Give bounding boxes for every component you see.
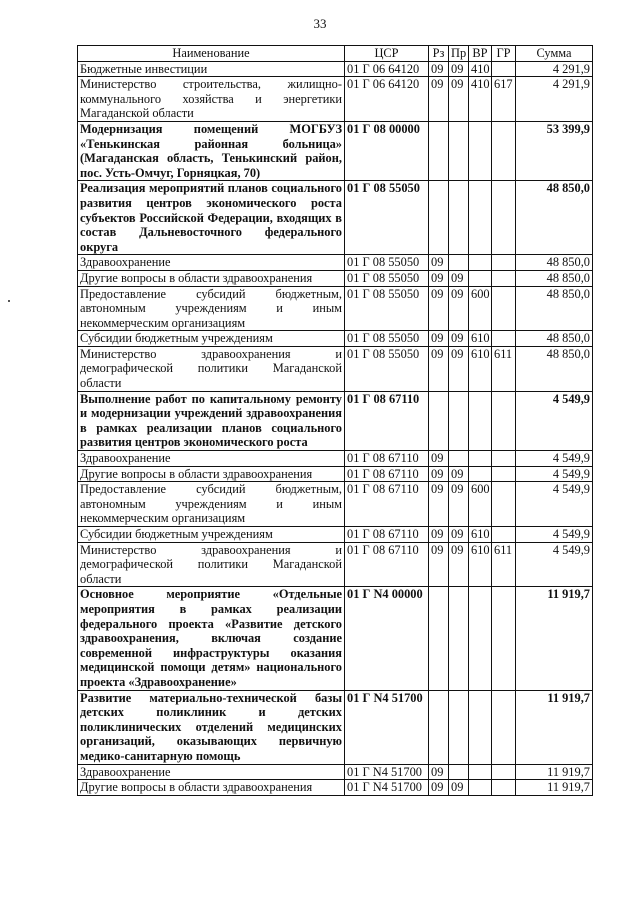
row-vr: 410: [469, 61, 492, 77]
col-header-name: Наименование: [78, 46, 345, 62]
row-name: Модернизация помещений МОГБУЗ «Тенькинская районная больница» (Магаданская область, Тенькинский район, пос. Усть-Омчуг, Горняцкая, 70): [78, 121, 345, 180]
col-header-pr: Пр: [449, 46, 469, 62]
row-rz: 09: [429, 527, 449, 543]
row-pr: [449, 121, 469, 180]
table-row: [78, 270, 593, 286]
row-name: Здравоохранение: [78, 451, 345, 467]
row-sum: 4 549,9: [516, 451, 593, 467]
row-pr: 09: [449, 542, 469, 587]
row-gr: 611: [492, 542, 516, 587]
table-row: [78, 286, 593, 331]
row-csr: 01 Г 06 64120: [345, 77, 429, 122]
row-gr: [492, 391, 516, 450]
row-name: Министерство здравоохранения и демографической политики Магаданской области: [78, 542, 345, 587]
row-rz: 09: [429, 542, 449, 587]
row-sum: 53 399,9: [516, 121, 593, 180]
row-csr: 01 Г N4 51700: [345, 690, 429, 764]
budget-table: [77, 45, 593, 796]
row-vr: [469, 391, 492, 450]
row-csr: 01 Г 08 55050: [345, 346, 429, 391]
row-vr: [469, 255, 492, 271]
row-vr: 610: [469, 542, 492, 587]
row-gr: [492, 61, 516, 77]
row-gr: [492, 466, 516, 482]
row-sum: 4 291,9: [516, 77, 593, 122]
row-pr: 09: [449, 780, 469, 796]
row-name: Другие вопросы в области здравоохранения: [78, 270, 345, 286]
col-header-vr: ВР: [469, 46, 492, 62]
row-rz: 09: [429, 61, 449, 77]
row-sum: 4 549,9: [516, 391, 593, 450]
row-gr: [492, 121, 516, 180]
row-csr: 01 Г 08 67110: [345, 542, 429, 587]
row-rz: 09: [429, 346, 449, 391]
row-csr: 01 Г N4 51700: [345, 764, 429, 780]
row-rz: 09: [429, 270, 449, 286]
page-number: 33: [313, 16, 327, 31]
row-vr: [469, 181, 492, 255]
col-header-sum: Сумма: [516, 46, 593, 62]
table-row: [78, 482, 593, 527]
row-name: Бюджетные инвестиции: [78, 61, 345, 77]
row-pr: 09: [449, 482, 469, 527]
row-vr: [469, 270, 492, 286]
table-row: [78, 181, 593, 255]
row-pr: [449, 587, 469, 690]
row-name: Предоставление субсидий бюджетным, автономным учреждениям и иным некоммерческим организациям: [78, 482, 345, 527]
row-gr: [492, 780, 516, 796]
row-csr: 01 Г N4 00000: [345, 587, 429, 690]
row-rz: 09: [429, 482, 449, 527]
row-pr: 09: [449, 286, 469, 331]
row-pr: [449, 690, 469, 764]
row-gr: [492, 451, 516, 467]
row-csr: 01 Г 08 00000: [345, 121, 429, 180]
row-rz: 09: [429, 451, 449, 467]
row-vr: [469, 780, 492, 796]
table-row: [78, 121, 593, 180]
row-pr: 09: [449, 527, 469, 543]
scan-speck: [8, 300, 10, 302]
row-rz: [429, 391, 449, 450]
row-rz: 09: [429, 255, 449, 271]
row-vr: 600: [469, 482, 492, 527]
row-rz: [429, 181, 449, 255]
row-sum: 48 850,0: [516, 255, 593, 271]
row-name: Другие вопросы в области здравоохранения: [78, 466, 345, 482]
row-sum: 4 549,9: [516, 482, 593, 527]
row-rz: 09: [429, 466, 449, 482]
table-row: [78, 527, 593, 543]
row-name: Другие вопросы в области здравоохранения: [78, 780, 345, 796]
table-row: [78, 451, 593, 467]
table-row: [78, 61, 593, 77]
row-name: Здравоохранение: [78, 255, 345, 271]
table-row: [78, 780, 593, 796]
row-vr: 610: [469, 346, 492, 391]
row-rz: 09: [429, 764, 449, 780]
row-rz: 09: [429, 780, 449, 796]
row-vr: 610: [469, 331, 492, 347]
row-gr: [492, 181, 516, 255]
table-row: [78, 542, 593, 587]
table-row: [78, 587, 593, 690]
row-gr: [492, 286, 516, 331]
row-name: Развитие материально-технической базы детских поликлиник и детских поликлинических отделений медицинских организаций, оказывающих первичную медико-санитарную помощь: [78, 690, 345, 764]
row-csr: 01 Г N4 51700: [345, 780, 429, 796]
row-name: Субсидии бюджетным учреждениям: [78, 331, 345, 347]
row-vr: [469, 690, 492, 764]
col-header-gr: ГР: [492, 46, 516, 62]
row-csr: 01 Г 08 67110: [345, 482, 429, 527]
row-gr: [492, 331, 516, 347]
row-rz: 09: [429, 77, 449, 122]
row-rz: [429, 121, 449, 180]
row-gr: [492, 527, 516, 543]
table-body: [78, 61, 593, 795]
row-sum: 4 549,9: [516, 527, 593, 543]
row-vr: [469, 451, 492, 467]
table-row: [78, 255, 593, 271]
row-pr: 09: [449, 466, 469, 482]
row-pr: [449, 181, 469, 255]
row-sum: 11 919,7: [516, 764, 593, 780]
row-name: Субсидии бюджетным учреждениям: [78, 527, 345, 543]
row-gr: [492, 482, 516, 527]
row-pr: 09: [449, 346, 469, 391]
row-pr: 09: [449, 331, 469, 347]
row-sum: 48 850,0: [516, 270, 593, 286]
row-vr: 600: [469, 286, 492, 331]
row-rz: [429, 690, 449, 764]
row-csr: 01 Г 08 67110: [345, 451, 429, 467]
row-sum: 48 850,0: [516, 331, 593, 347]
row-csr: 01 Г 08 55050: [345, 270, 429, 286]
row-csr: 01 Г 08 55050: [345, 255, 429, 271]
row-name: Основное мероприятие «Отдельные мероприятия в рамках реализации федерального проекта «Развитие детского здравоохранения, включая создание современной инфраструктуры оказания медицинской помощи детям» национального проекта «Здравоохранение»: [78, 587, 345, 690]
row-gr: [492, 764, 516, 780]
row-name: Предоставление субсидий бюджетным, автономным учреждениям и иным некоммерческим организациям: [78, 286, 345, 331]
row-rz: 09: [429, 331, 449, 347]
table-row: [78, 331, 593, 347]
row-pr: 09: [449, 61, 469, 77]
row-pr: 09: [449, 77, 469, 122]
row-csr: 01 Г 08 67110: [345, 466, 429, 482]
row-sum: 4 549,9: [516, 542, 593, 587]
col-header-rz: Рз: [429, 46, 449, 62]
row-csr: 01 Г 08 55050: [345, 181, 429, 255]
row-sum: 48 850,0: [516, 286, 593, 331]
row-name: Министерство строительства, жилищно-коммунального хозяйства и энергетики Магаданской области: [78, 77, 345, 122]
row-gr: [492, 587, 516, 690]
row-vr: 610: [469, 527, 492, 543]
row-csr: 01 Г 06 64120: [345, 61, 429, 77]
row-gr: [492, 690, 516, 764]
row-vr: 410: [469, 77, 492, 122]
row-sum: 11 919,7: [516, 587, 593, 690]
row-csr: 01 Г 08 55050: [345, 286, 429, 331]
row-sum: 4 291,9: [516, 61, 593, 77]
table-header-row: [78, 46, 593, 62]
row-gr: [492, 270, 516, 286]
row-vr: [469, 764, 492, 780]
row-sum: 48 850,0: [516, 181, 593, 255]
row-name: Реализация мероприятий планов социального развития центров экономического роста субъектов Российской Федерации, входящих в состав Дальневосточного федерального округа: [78, 181, 345, 255]
col-header-csr: ЦСР: [345, 46, 429, 62]
table-row: [78, 391, 593, 450]
row-sum: 11 919,7: [516, 780, 593, 796]
table-row: [78, 346, 593, 391]
row-rz: [429, 587, 449, 690]
row-name: Министерство здравоохранения и демографической политики Магаданской области: [78, 346, 345, 391]
row-csr: 01 Г 08 67110: [345, 527, 429, 543]
row-sum: 48 850,0: [516, 346, 593, 391]
table-row: [78, 764, 593, 780]
row-pr: [449, 451, 469, 467]
row-csr: 01 Г 08 67110: [345, 391, 429, 450]
row-csr: 01 Г 08 55050: [345, 331, 429, 347]
row-name: Выполнение работ по капитальному ремонту и модернизации учреждений здравоохранения в рамках реализации планов социального развития центров экономического роста: [78, 391, 345, 450]
row-gr: [492, 255, 516, 271]
row-pr: 09: [449, 270, 469, 286]
row-vr: [469, 466, 492, 482]
row-rz: 09: [429, 286, 449, 331]
row-gr: 611: [492, 346, 516, 391]
row-name: Здравоохранение: [78, 764, 345, 780]
row-pr: [449, 764, 469, 780]
table-row: [78, 466, 593, 482]
row-sum: 11 919,7: [516, 690, 593, 764]
table-row: [78, 690, 593, 764]
row-vr: [469, 587, 492, 690]
row-sum: 4 549,9: [516, 466, 593, 482]
row-pr: [449, 391, 469, 450]
row-gr: 617: [492, 77, 516, 122]
row-vr: [469, 121, 492, 180]
row-pr: [449, 255, 469, 271]
table-row: [78, 77, 593, 122]
